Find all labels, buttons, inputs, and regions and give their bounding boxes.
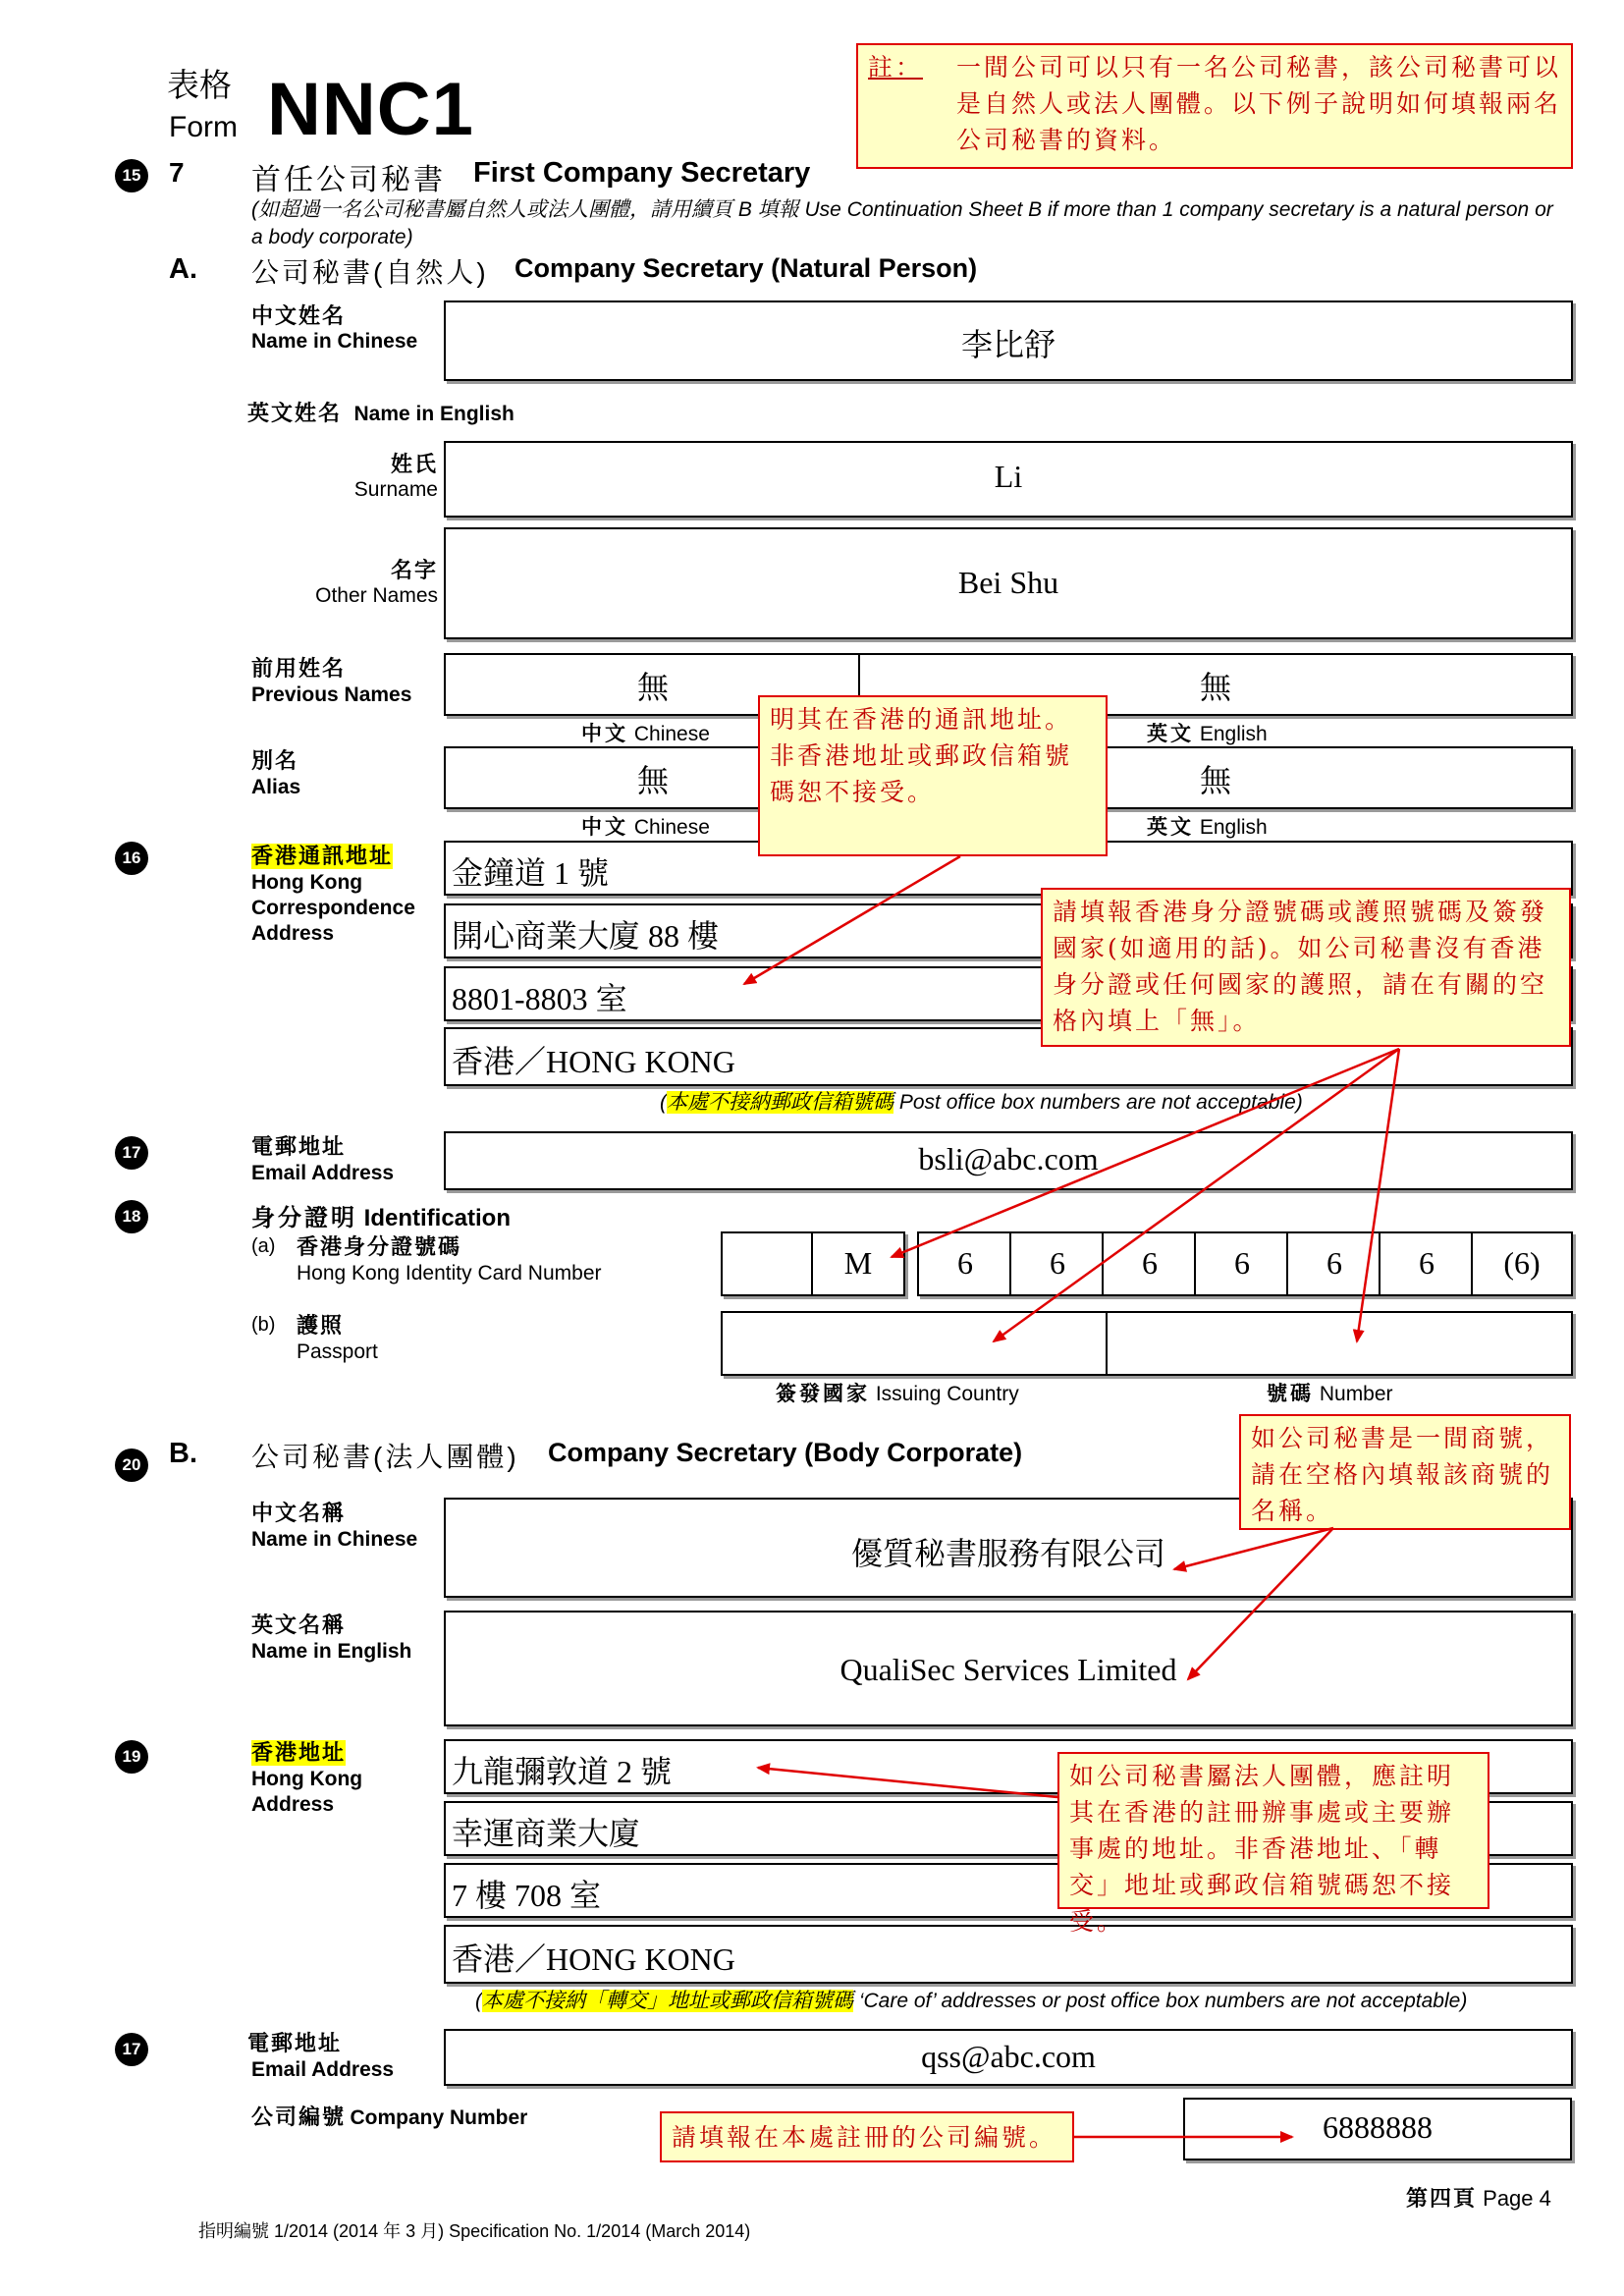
- circle-15: 15: [115, 159, 148, 192]
- email-b-value: qss@abc.com: [921, 2039, 1096, 2074]
- prev-names-label-en: Previous Names: [251, 683, 412, 706]
- part-a-title-en: Company Secretary (Natural Person): [514, 253, 978, 283]
- email-a-value: bsli@abc.com: [918, 1141, 1099, 1176]
- prev-names-cn-value: 無: [636, 670, 669, 705]
- body-addr-label-en2: Address: [251, 1793, 335, 1816]
- prev-english-caption: 英文 English: [1147, 723, 1268, 745]
- email-b-label-cn: 電郵地址: [247, 2031, 343, 2055]
- arrow-passport-number: [1357, 1049, 1399, 1341]
- circle-20: 20: [115, 1449, 148, 1482]
- hkid-cell[interactable]: 6: [1379, 1231, 1475, 1296]
- note-identification: 請填報香港身分證號碼或護照號碼及簽發國家(如適用的話)。如公司秘書沒有香港身分證或任何國家的護照，請在有關的空格內填上「無」。: [1041, 888, 1571, 1047]
- spec-number: 指明編號 1/2014 (2014 年 3 月) Specification No. 1/2014 (March 2014): [198, 2221, 751, 2241]
- other-names-label-cn: 名字: [390, 558, 438, 582]
- arrow-body-address: [758, 1768, 1057, 1797]
- email-a-label-cn: 電郵地址: [251, 1134, 347, 1159]
- prev-chinese-caption: 中文 Chinese: [581, 723, 710, 745]
- addr-line-2-value: 開心商業大廈 88 樓: [452, 918, 720, 954]
- addr-label-en3: Address: [251, 922, 335, 945]
- passport-label-en: Passport: [297, 1340, 378, 1363]
- arrow-body-name-cn: [1174, 1528, 1333, 1569]
- note-address: 明其在香港的通訊地址。非香港地址或郵政信箱號碼恕不接受。: [758, 695, 1108, 856]
- page-number: 第四頁 Page 4: [1406, 2186, 1551, 2211]
- hkid-cell[interactable]: M: [811, 1231, 905, 1296]
- body-name-cn-label-en: Name in Chinese: [251, 1528, 418, 1551]
- prev-names-en-value: 無: [1199, 670, 1231, 705]
- section-number: 7: [169, 157, 185, 188]
- note-body-address: 如公司秘書屬法人團體，應註明其在香港的註冊辦事處或主要辦事處的地址。非香港地址、「轉交」地址或郵政信箱號碼恕不接受。: [1057, 1752, 1489, 1909]
- part-b-letter: B.: [169, 1438, 197, 1469]
- hkid-cell[interactable]: 6: [1194, 1231, 1290, 1296]
- body-addr-line-3-value: 7 樓 708 室: [452, 1878, 602, 1913]
- addr-line-1-value: 金鐘道 1 號: [452, 855, 610, 891]
- passport-label-cn: 護照: [297, 1313, 345, 1338]
- circle-19: 19: [115, 1740, 148, 1774]
- name-cn-value: 李比舒: [960, 327, 1056, 362]
- arrow-hkid: [892, 1049, 1399, 1257]
- other-names-value: Bei Shu: [957, 565, 1059, 600]
- id-b-marker: (b): [251, 1314, 276, 1336]
- passport-number-caption: 號碼 Number: [1267, 1383, 1393, 1405]
- body-name-cn-value: 優質秘書服務有限公司: [850, 1536, 1165, 1571]
- addr-note: (本處不接納郵政信箱號碼 Post office box numbers are not acceptable): [660, 1091, 1303, 1114]
- hkid-cell[interactable]: 6: [1286, 1231, 1382, 1296]
- section-title-en: First Company Secretary: [473, 157, 811, 189]
- surname-value: Li: [994, 459, 1023, 494]
- addr-label-en1: Hong Kong: [251, 871, 363, 894]
- note-firm-name: 如公司秘書是一間商號，請在空格內填報該商號的名稱。: [1239, 1414, 1571, 1530]
- circle-17-b: 17: [115, 2033, 148, 2066]
- note-top-text: 一間公司可以只有一名公司秘書，該公司秘書可以是自然人或法人團體。以下例子說明如何填報兩名公司秘書的資料。: [956, 53, 1562, 154]
- id-heading: 身分證明 Identification: [251, 1205, 512, 1231]
- hkid-cell[interactable]: 6: [1009, 1231, 1106, 1296]
- alias-cn-value: 無: [636, 763, 669, 798]
- body-addr-line-4-value: 香港／HONG KONG: [452, 1941, 735, 1977]
- addr-label-cn: 香港通訊地址: [251, 844, 394, 868]
- company-number-value: 6888888: [1323, 2109, 1433, 2145]
- addr-label-en2: Correspondence: [251, 897, 415, 919]
- arrow-issuing-country: [994, 1049, 1399, 1341]
- hkid-cell[interactable]: (6): [1471, 1231, 1573, 1296]
- hkid-cell[interactable]: 6: [1102, 1231, 1198, 1296]
- id-a-marker: (a): [251, 1235, 276, 1257]
- body-addr-label-cn: 香港地址: [251, 1740, 347, 1765]
- name-cn-label-cn: 中文姓名: [251, 303, 347, 328]
- body-name-en-label-en: Name in English: [251, 1640, 412, 1663]
- section-instruction: (如超過一名公司秘書屬自然人或法人團體，請用續頁 B 填報 Use Continuation Sheet B if more than 1 company secretary is a natural person or a body corporate): [251, 198, 1553, 248]
- hkid-label-en: Hong Kong Identity Card Number: [297, 1262, 602, 1285]
- circle-16: 16: [115, 842, 148, 875]
- hkid-label-cn: 香港身分證號碼: [297, 1234, 462, 1259]
- body-name-cn-label-cn: 中文名稱: [251, 1501, 347, 1525]
- arrow-body-name-en: [1188, 1528, 1333, 1679]
- surname-label-cn: 姓氏: [390, 452, 438, 476]
- alias-en-value: 無: [1199, 763, 1231, 798]
- alias-english-caption: 英文 English: [1147, 816, 1268, 839]
- note-company-number: 請填報在本處註冊的公司編號。: [660, 2111, 1074, 2162]
- part-b-title-cn: 公司秘書(法人團體): [251, 1442, 519, 1472]
- body-addr-line-1-value: 九龍彌敦道 2 號: [452, 1754, 673, 1789]
- issuing-country-caption: 簽發國家 Issuing Country: [776, 1383, 1019, 1405]
- email-b-label-en: Email Address: [251, 2058, 395, 2081]
- section-title-cn: 首任公司秘書: [251, 164, 446, 196]
- alias-label-en: Alias: [251, 776, 301, 798]
- part-a-letter: A.: [169, 253, 197, 285]
- body-addr-label-en1: Hong Kong: [251, 1768, 363, 1790]
- form-code: NNC1: [267, 68, 474, 151]
- body-addr-line-2-value: 幸運商業大廈: [452, 1816, 641, 1851]
- name-cn-label-en: Name in Chinese: [251, 330, 418, 353]
- addr-line-3-value: 8801-8803 室: [452, 981, 627, 1016]
- body-name-en-value: QualiSec Services Limited: [839, 1652, 1177, 1687]
- name-en-label-cn: 英文姓名: [247, 401, 343, 425]
- addr-line-4-value: 香港／HONG KONG: [452, 1044, 735, 1079]
- part-b-title-en: Company Secretary (Body Corporate): [548, 1438, 1023, 1467]
- company-number-label: 公司編號 Company Number: [251, 2105, 528, 2129]
- arrow-address: [744, 856, 960, 984]
- note-top-prefix: 註：: [868, 53, 924, 82]
- name-en-label-en: Name in English: [353, 403, 514, 425]
- circle-17-a: 17: [115, 1136, 148, 1170]
- hkid-cell[interactable]: 6: [917, 1231, 1013, 1296]
- surname-label-en: Surname: [353, 478, 438, 501]
- prev-names-label-cn: 前用姓名: [251, 656, 347, 681]
- alias-label-cn: 別名: [251, 748, 299, 773]
- body-name-en-label-cn: 英文名稱: [251, 1613, 347, 1637]
- part-a-title-cn: 公司秘書(自然人): [251, 257, 489, 288]
- email-a-label-en: Email Address: [251, 1162, 395, 1184]
- circle-18: 18: [115, 1200, 148, 1233]
- form-label-en: Form: [169, 111, 238, 143]
- form-label-cn: 表格: [167, 67, 232, 103]
- other-names-label-en: Other Names: [315, 584, 438, 607]
- body-addr-note: (本處不接納「轉交」地址或郵政信箱號碼 ‘Care of’ addresses or post office box numbers are not acceptable): [475, 1990, 1468, 2012]
- alias-chinese-caption: 中文 Chinese: [581, 816, 710, 839]
